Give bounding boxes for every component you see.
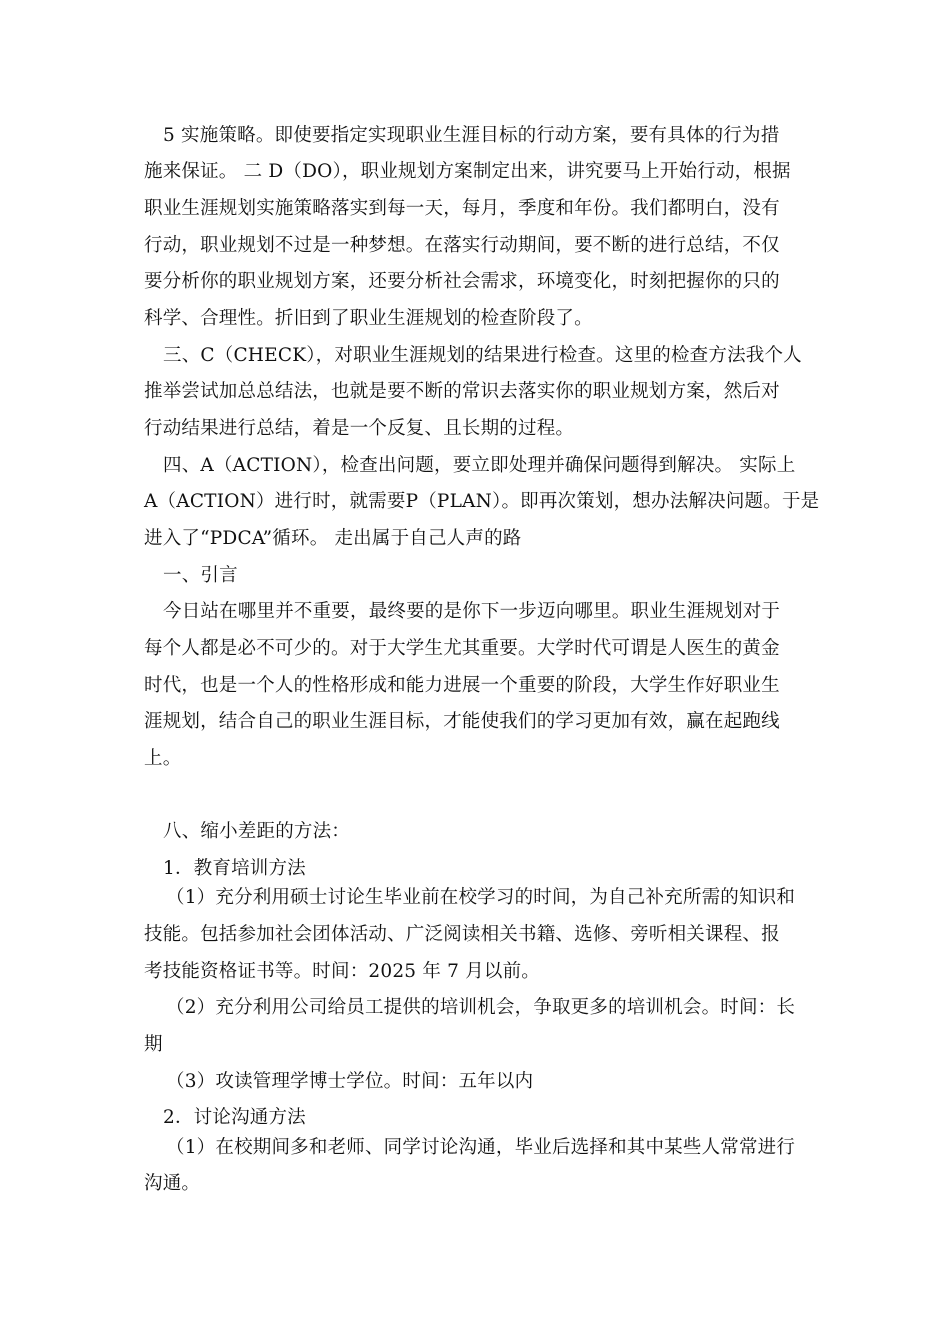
text-line: 要分析你的职业规划方案，还要分析社会需求，环境变化，时刻把握你的只的 [144,271,780,292]
text-line: 考技能资格证书等。时间：2025 年 7 月以前。 [144,961,540,982]
text-line: （3）攻读管理学博士学位。时间：五年以内 [166,1071,534,1092]
text-line: 行动结果进行总结，着是一个反复、且长期的过程。 [144,418,575,439]
text-line: 今日站在哪里并不重要，最终要的是你下一步迈向哪里。职业生涯规划对于 [163,601,781,622]
text-line: 技能。包括参加社会团体活动、广泛阅读相关书籍、选修、旁听相关课程、报 [144,924,780,945]
text-line: 涯规划，结合自己的职业生涯目标，才能使我们的学习更加有效，赢在起跑线 [144,711,780,732]
text-line: 推举尝试加总总结法，也就是要不断的常识去落实你的职业规划方案，然后对 [144,381,780,402]
text-line: 沟通。 [144,1173,201,1194]
text-line: 职业生涯规划实施策略落实到每一天，每月，季度和年份。我们都明白，没有 [144,198,780,219]
text-line: 行动，职业规划不过是一种梦想。在落实行动期间，要不断的进行总结，不仅 [144,235,780,256]
section-heading: 八、缩小差距的方法： [163,821,351,842]
text-line: 施来保证。 二 D（DO），职业规划方案制定出来，讲究要马上开始行动，根据 [144,161,791,182]
text-line: （1）在校期间多和老师、同学讨论沟通，毕业后选择和其中某些人常常进行 [166,1137,796,1158]
text-line: 5 实施策略。即使要指定实现职业生涯目标的行动方案，要有具体的行为措 [163,125,780,146]
text-line: 期 [144,1034,163,1055]
text-line: 时代，也是一个人的性格形成和能力进展一个重要的阶段，大学生作好职业生 [144,675,780,696]
subsection-heading: 1．教育培训方法 [163,858,306,879]
text-line: （1）充分利用硕士讨论生毕业前在校学习的时间，为自己补充所需的知识和 [166,887,796,908]
section-heading: 一、引言 [163,565,238,586]
text-line: A（ACTION）进行时，就需要P（PLAN）。即再次策划，想办法解决问题。于是 [144,491,820,512]
text-line: 进入了“PDCA”循环。 走出属于自己人声的路 [144,528,522,549]
text-line: （2）充分利用公司给员工提供的培训机会，争取更多的培训机会。时间：长 [166,997,796,1018]
text-line: 科学、合理性。折旧到了职业生涯规划的检查阶段了。 [144,308,593,329]
text-line: 三、C（CHECK），对职业生涯规划的结果进行检查。这里的检查方法我个人 [163,345,802,366]
text-line: 上。 [144,748,182,769]
text-line: 四、A（ACTION），检查出问题，要立即处理并确保问题得到解决。 实际上 [163,455,796,476]
text-line: 每个人都是必不可少的。对于大学生尤其重要。大学时代可谓是人医生的黄金 [144,638,780,659]
subsection-heading: 2．讨论沟通方法 [163,1107,306,1128]
